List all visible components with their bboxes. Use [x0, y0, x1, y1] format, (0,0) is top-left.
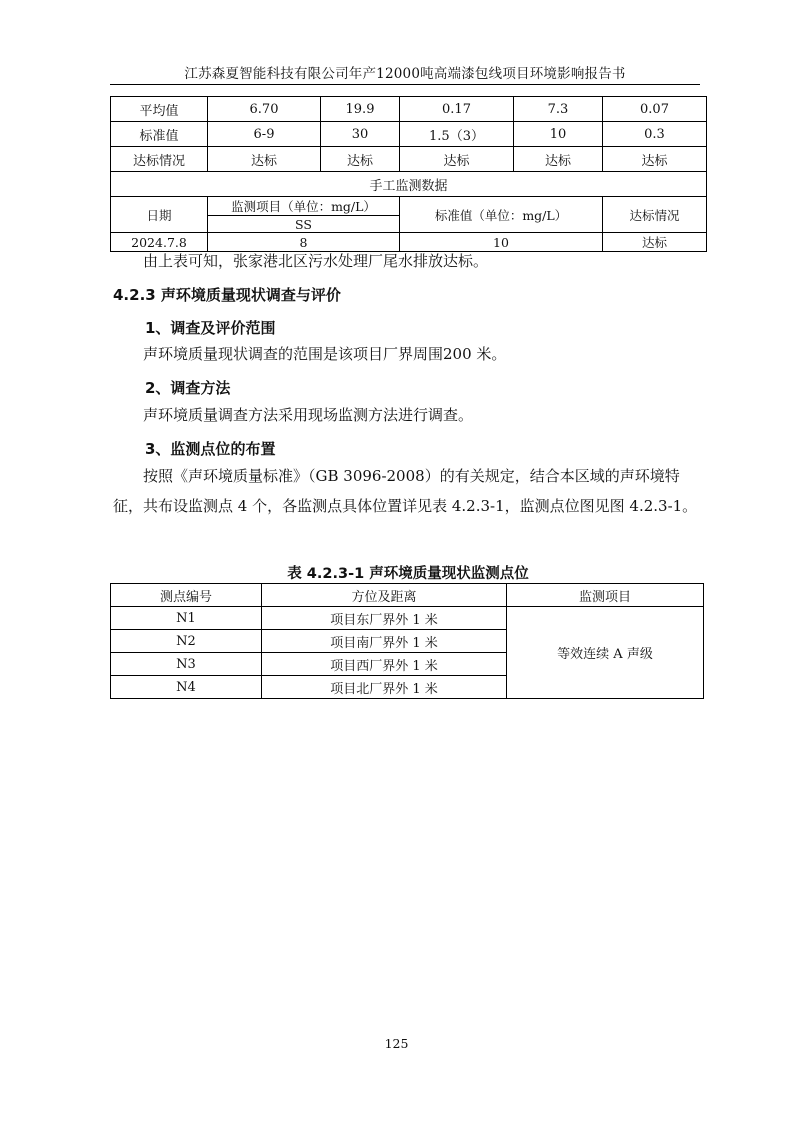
- method-paragraph: 声环境质量调查方法采用现场监测方法进行调查。: [143, 406, 474, 424]
- table-cell: 7.3: [514, 97, 603, 122]
- point-id-cell: N4: [111, 676, 262, 699]
- table-cell: 6.70: [208, 97, 321, 122]
- row-label: 平均值: [111, 97, 208, 122]
- page-header: 江苏森夏智能科技有限公司年产12000吨高端漆包线项目环境影响报告书: [184, 66, 626, 82]
- point-id-cell: N2: [111, 630, 262, 653]
- table-cell: 6-9: [208, 122, 321, 147]
- subheading-scope: 1、调查及评价范围: [145, 319, 276, 337]
- layout-paragraph: 按照《声环境质量标准》（GB 3096-2008）的有关规定，结合本区域的声环境特征，共布设监测点 4 个，各监测点具体位置详见表 4.2.3-1，监测点位图见图 4.2.3-1。: [113, 467, 698, 515]
- status-cell: 达标: [603, 233, 707, 252]
- subheading-layout: 3、监测点位的布置: [145, 440, 276, 458]
- location-cell: 项目西厂界外 1 米: [262, 653, 507, 676]
- row-label: 标准值: [111, 122, 208, 147]
- table-row: [111, 97, 707, 122]
- table-cell: 19.9: [321, 97, 400, 122]
- subheading-method: 2、调查方法: [145, 379, 231, 397]
- item-header: 监测项目（单位：mg/L）: [208, 197, 400, 216]
- table-cell: 达标: [321, 147, 400, 172]
- table-cell: 达标: [603, 147, 707, 172]
- column-header: 方位及距离: [262, 584, 507, 607]
- point-id-cell: N1: [111, 607, 262, 630]
- status-header: 达标情况: [603, 197, 707, 233]
- table-row: [111, 122, 707, 147]
- noise-monitoring-points-table: [110, 583, 704, 699]
- section-heading: 4.2.3 声环境质量现状调查与评价: [113, 286, 341, 304]
- table-cell: 10: [514, 122, 603, 147]
- table-cell: 0.17: [400, 97, 514, 122]
- date-cell: 2024.7.8: [111, 233, 208, 252]
- manual-data-title: 手工监测数据: [111, 172, 707, 197]
- table-cell: 达标: [514, 147, 603, 172]
- column-header: 测点编号: [111, 584, 262, 607]
- page-number: 125: [384, 1036, 409, 1051]
- standard-cell: 10: [400, 233, 603, 252]
- item-subheader: SS: [208, 216, 400, 233]
- location-cell: 项目东厂界外 1 米: [262, 607, 507, 630]
- monitor-item-cell: 等效连续 A 声级: [507, 607, 704, 699]
- standard-header: 标准值（单位：mg/L）: [400, 197, 603, 233]
- date-header: 日期: [111, 197, 208, 233]
- header-rule: [110, 84, 700, 85]
- table-row: [111, 147, 707, 172]
- table-cell: 1.5（3）: [400, 122, 514, 147]
- table-caption: 表 4.2.3-1 声环境质量现状监测点位: [287, 566, 529, 582]
- table-cell: 达标: [208, 147, 321, 172]
- value-cell: 8: [208, 233, 400, 252]
- location-cell: 项目南厂界外 1 米: [262, 630, 507, 653]
- table-cell: 30: [321, 122, 400, 147]
- table-row: [111, 172, 707, 197]
- scope-paragraph: 声环境质量现状调查的范围是该项目厂界周围200 米。: [143, 345, 507, 363]
- table-header-row: [111, 584, 704, 607]
- column-header: 监测项目: [507, 584, 704, 607]
- conclusion-paragraph: 由上表可知，张家港北区污水处理厂尾水排放达标。: [143, 252, 489, 270]
- wastewater-monitoring-table: [110, 96, 707, 252]
- table-header-row: [111, 197, 707, 216]
- table-row: [111, 607, 704, 630]
- row-label: 达标情况: [111, 147, 208, 172]
- table-cell: 0.07: [603, 97, 707, 122]
- point-id-cell: N3: [111, 653, 262, 676]
- table-cell: 达标: [400, 147, 514, 172]
- table-cell: 0.3: [603, 122, 707, 147]
- location-cell: 项目北厂界外 1 米: [262, 676, 507, 699]
